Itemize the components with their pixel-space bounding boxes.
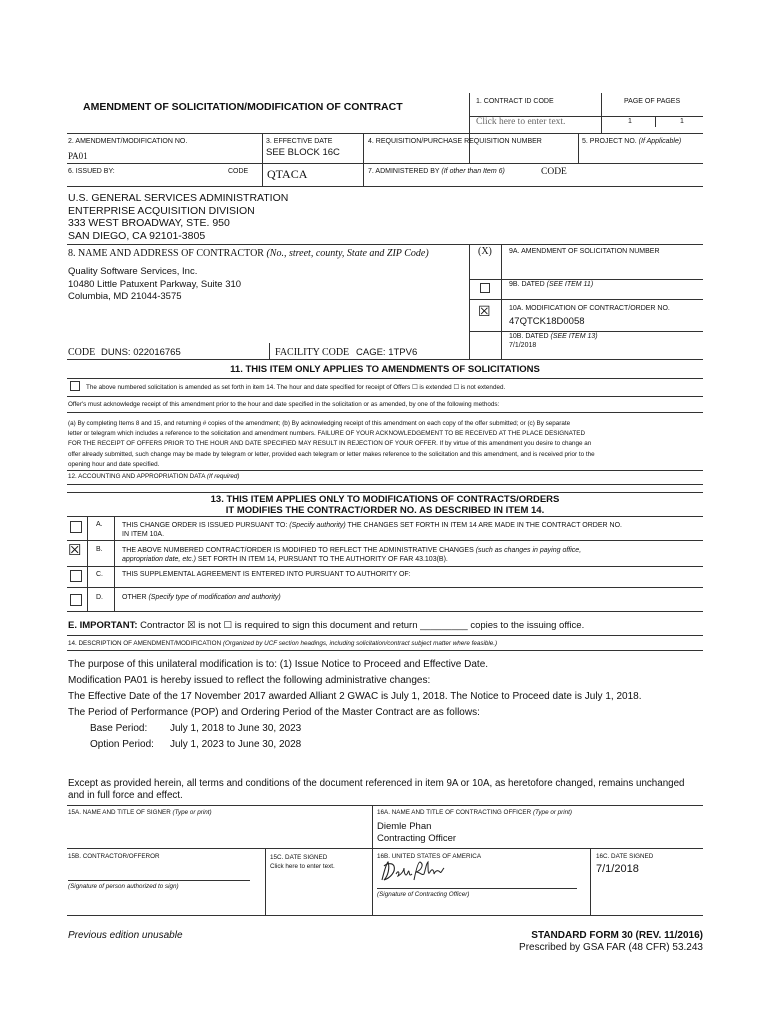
- section-13b-letter: B.: [96, 546, 103, 553]
- option-period-label: Option Period:: [90, 739, 154, 750]
- section-11-line1: The above numbered solicitation is amended as set forth in item 14. The hour and date specified for receipt of Offers ☐ is extended ☐ is not extended.: [86, 384, 506, 391]
- issued-by-code-value[interactable]: QTACA: [267, 167, 308, 181]
- section-13c-letter: C.: [96, 571, 103, 578]
- date-15c-label: 15C. DATE SIGNED Click here to enter text.: [270, 854, 335, 870]
- facility-code-label: FACILITY CODE: [275, 347, 350, 358]
- issuer-line: 333 WEST BROADWAY, STE. 950: [68, 217, 230, 229]
- section-11-checkbox[interactable]: [70, 381, 80, 391]
- description-line: The purpose of this unilateral modification is to: (1) Issue Notice to Proceed and Effective Date.: [68, 659, 489, 670]
- base-period-value: July 1, 2018 to June 30, 2023: [170, 723, 302, 734]
- amendment-no-label: 2. AMENDMENT/MODIFICATION NO.: [68, 138, 188, 145]
- except-clause: Except as provided herein, all terms and conditions of the document referenced in item 9A or 10A, as heretofore changed, remains unchanged and in full force and effect.: [68, 778, 685, 801]
- contract-id-label: 1. CONTRACT ID CODE: [476, 98, 554, 105]
- item-12-label: 12. ACCOUNTING AND APPROPRIATION DATA (If required): [68, 473, 240, 480]
- officer-signature-caption: (Signature of Contracting Officer): [377, 891, 470, 898]
- section-14-description: [68, 657, 641, 753]
- description-line: The Period of Performance (POP) and Ordering Period of the Master Contract are as follows:: [68, 707, 480, 718]
- contractor-15b-label: 15B. CONTRACTOR/OFFEROR: [68, 853, 160, 860]
- description-line: The Effective Date of the 17 November 2017 awarded Alliant 2 GWAC is July 1, 2018. The Notice to Proceed date is July 1, 2018.: [68, 691, 642, 702]
- form-title: AMENDMENT OF SOLICITATION/MODIFICATION OF CONTRACT: [83, 101, 403, 113]
- item-10b-label: 10B. DATED (SEE ITEM 13): [509, 333, 598, 340]
- footer-prescribed: Prescribed by GSA FAR (48 CFR) 53.243: [519, 942, 703, 953]
- officer-name-title: [377, 821, 456, 845]
- officer-signature: [378, 858, 448, 886]
- page-of-pages-label: PAGE OF PAGES: [624, 98, 681, 105]
- section-13d-checkbox[interactable]: [70, 594, 82, 606]
- effective-date-value[interactable]: SEE BLOCK 16C: [266, 147, 340, 158]
- requisition-label: 4. REQUISITION/PURCHASE REQUISITION NUMBER: [368, 138, 542, 145]
- administered-by-label: 7. ADMINISTERED BY (If other than Item 6): [368, 168, 505, 175]
- section-13a-text: THIS CHANGE ORDER IS ISSUED PURSUANT TO: (Specify authority) THE CHANGES SET FORTH IN ITEM 14 ARE MADE IN THE CONTRACT ORDER NO. IN ITEM 10A.: [122, 522, 622, 538]
- contractor-label: 8. NAME AND ADDRESS OF CONTRACTOR (No., street, county, State and ZIP Code): [68, 248, 429, 259]
- contractor-duns[interactable]: DUNS: 022016765: [101, 347, 181, 358]
- amendment-no-value[interactable]: PA01: [68, 151, 88, 161]
- section-11-paragraph: (a) By completing Items 8 and 15, and returning # copies of the amendment; (b) By acknowledging receipt of this amendment on each copy of the offer submitted; or (c) By separate letter or telegram which includes a reference to the solicitation and amendment numbers. FAILURE OF YOUR ACKNOWLEDGEMENT TO BE RECEIVED AT THE PLACE DESIGNATED FOR THE RECEIPT OF OFFERS PRIOR TO THE HOUR AND DATE SPECIFIED MAY RESULT IN REJECTION OF YOUR OFFER. If by virtue of this amendment you desire to change an offer already submitted, such change may be made by telegram or letter, provided each telegram or letter makes reference to the solicitation and this amendment, and is received prior to the opening hour and date specified.: [68, 420, 595, 468]
- date-16c-label: 16C. DATE SIGNED: [596, 853, 654, 860]
- contractor-code-label: CODE: [68, 347, 96, 358]
- important-line: E. IMPORTANT: Contractor ☒ is not ☐ is required to sign this document and return _________ copies to the issuing office.: [68, 620, 585, 631]
- option-period-value: July 1, 2023 to June 30, 2028: [170, 739, 302, 750]
- project-no-label: 5. PROJECT NO. (If Applicable): [582, 138, 682, 145]
- issuer-line: ENTERPRISE ACQUISITION DIVISION: [68, 204, 255, 217]
- effective-date-label: 3. EFFECTIVE DATE: [266, 138, 333, 145]
- section-11-title: 11. THIS ITEM ONLY APPLIES TO AMENDMENTS OF SOLICITATIONS: [230, 364, 540, 375]
- contractor-line: Quality Software Services, Inc.: [68, 266, 198, 277]
- usa-16b-label: 16B. UNITED STATES OF AMERICA: [377, 853, 482, 860]
- section-13b-checkbox[interactable]: ☒: [68, 542, 82, 559]
- section-13b-text: THE ABOVE NUMBERED CONTRACT/ORDER IS MODIFIED TO REFLECT THE ADMINISTRATIVE CHANGES (such as changes in paying office, appropriation date, etc.) SET FORTH IN ITEM 14, PURSUANT TO THE AUTHORITY OF FAR 43.103(B).: [122, 547, 582, 563]
- item-9b-label: 9B. DATED (SEE ITEM 11): [509, 281, 594, 288]
- issuer-address: [68, 192, 288, 242]
- item-10a-value[interactable]: 47QTCK18D0058: [509, 316, 585, 327]
- section-13a-letter: A.: [96, 521, 103, 528]
- item-9b-checkbox[interactable]: [480, 283, 490, 293]
- issuer-line: SAN DIEGO, CA 92101-3805: [68, 229, 206, 242]
- contract-id-field[interactable]: Click here to enter text.: [476, 117, 566, 127]
- item-9a-label: 9A. AMENDMENT OF SOLICITATION NUMBER: [509, 248, 660, 255]
- date-15c-field[interactable]: Click here to enter text.: [270, 863, 335, 870]
- contractor-signature-caption: (Signature of person authorized to sign): [68, 883, 179, 890]
- issued-by-label: 6. ISSUED BY:: [68, 168, 115, 175]
- item-10a-label: 10A. MODIFICATION OF CONTRACT/ORDER NO.: [509, 305, 670, 312]
- description-line: Modification PA01 is hereby issued to reflect the following administrative changes:: [68, 675, 431, 686]
- item-10b-value[interactable]: 7/1/2018: [509, 342, 537, 349]
- contractor-address: [68, 266, 241, 304]
- officer-title[interactable]: Contracting Officer: [377, 833, 457, 844]
- contractor-cage[interactable]: CAGE: 1TPV6: [356, 347, 418, 358]
- issuer-line: U.S. GENERAL SERVICES ADMINISTRATION: [68, 192, 289, 204]
- section-13d-letter: D.: [96, 594, 103, 601]
- base-period-label: Base Period:: [90, 723, 148, 734]
- page-number: 1: [628, 118, 632, 125]
- signer-15a-label: 15A. NAME AND TITLE OF SIGNER (Type or print): [68, 809, 212, 816]
- section-13c-text: THIS SUPPLEMENTAL AGREEMENT IS ENTERED INTO PURSUANT TO AUTHORITY OF:: [122, 571, 411, 578]
- administered-by-code-label: CODE: [541, 167, 567, 177]
- footer-previous-edition: Previous edition unusable: [68, 930, 183, 941]
- footer-form-number: STANDARD FORM 30 (REV. 11/2016): [531, 930, 703, 941]
- section-14-label: 14. DESCRIPTION OF AMENDMENT/MODIFICATION (Organized by UCF section headings, including solicitation/contract subject matter where feasible.): [68, 640, 498, 647]
- contractor-line: Columbia, MD 21044-3575: [68, 291, 182, 302]
- officer-16a-label: 16A. NAME AND TITLE OF CONTRACTING OFFICER (Type or print): [377, 809, 573, 816]
- item-10a-checkbox[interactable]: ☒: [478, 303, 491, 319]
- officer-name[interactable]: Diemle Phan: [377, 821, 432, 832]
- section-13d-text: OTHER (Specify type of modification and authority): [122, 594, 281, 601]
- section-13-title: 13. THIS ITEM APPLIES ONLY TO MODIFICATIONS OF CONTRACTS/ORDERS IT MODIFIES THE CONTRACT/ORDER NO. AS DESCRIBED IN ITEM 14.: [210, 494, 560, 516]
- section-13a-checkbox[interactable]: [70, 521, 82, 533]
- page-total: 1: [680, 118, 684, 125]
- date-16c-value[interactable]: 7/1/2018: [596, 863, 639, 875]
- section-13c-checkbox[interactable]: [70, 570, 82, 582]
- contractor-line: 10480 Little Patuxent Parkway, Suite 310: [68, 278, 242, 290]
- section-11-line2: Offer's must acknowledge receipt of this amendment prior to the hour and date specified in the solicitation or as amended, by one of the following methods:: [68, 401, 500, 408]
- x-mark-label: (X): [478, 246, 492, 257]
- issued-by-code-label: CODE: [228, 168, 249, 175]
